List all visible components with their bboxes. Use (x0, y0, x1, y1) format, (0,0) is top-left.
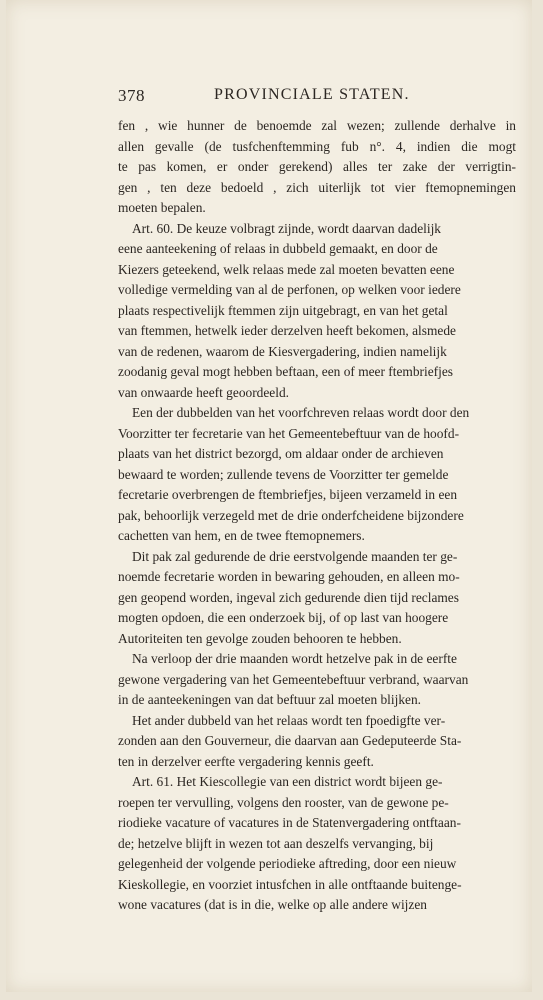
text-line: zoodanig geval mogt hebben beftaan, een of meer ftembriefjes (118, 364, 453, 379)
text-line: noemde fecretarie worden in bewaring gehouden, en alleen mo- (118, 569, 460, 584)
text-line: gelegenheid der volgende periodieke aftreding, door een nieuw (118, 856, 457, 871)
text-line: Kiezers geteekend, welk relaas mede zal moeten bevatten eene (118, 261, 455, 277)
text-line: Dit pak zal gedurende de drie eerstvolgende maanden ter ge- (132, 548, 458, 564)
text-line: Na verloop der drie maanden wordt hetzelve pak in de eerfte (132, 651, 457, 666)
text-line: roepen ter vervulling, volgens den rooster, van de gewone pe- (118, 794, 449, 810)
text-line: bewaard te worden; zullende tevens de Voorzitter ter gemelde (118, 466, 449, 482)
text-line: volledige vermelding van al de perfonen, op welken voor iedere (118, 282, 461, 297)
running-title: PROVINCIALE STATEN. (214, 86, 410, 103)
text-line: fecretarie overbrengen de ftembriefjes, bijeen verzameld in een (118, 487, 458, 502)
text-line: allen gevalle (de tusfchenftemming fub n°. 4, indien die mogt (118, 138, 516, 154)
text-line: van ftemmen, hetwelk ieder derzelven heeft bekomen, alsmede (118, 323, 456, 338)
text-line: Voorzitter ter fecretarie van het Gemeentebeftuur van de hoofd- (118, 425, 460, 441)
text-line: ten in derzelver eerfte vergadering kennis geeft. (118, 753, 374, 769)
text-line: riodieke vacature of vacatures in de Statenvergadering ontftaan- (118, 815, 461, 830)
text-line: van onwaarde heeft geoordeeld. (118, 384, 290, 400)
text-line: de; hetzelve blijft in wezen tot aan deszelfs vervanging, bij (118, 835, 434, 851)
text-line: plaats respectivelijk ftemmen zijn uitgebragt, en van het getal (118, 302, 448, 318)
text-line: te pas komen, er onder gerekend) alles ter zake der verrigtin- (118, 159, 516, 174)
text-line: Het ander dubbeld van het relaas wordt ten fpoedigfte ver- (132, 712, 446, 728)
text-line: Autoriteiten ten gevolge zouden behooren te hebben. (118, 630, 402, 646)
text-line: eene aanteekening of relaas in dubbeld gemaakt, en door de (118, 241, 438, 256)
page-number: 378 (118, 86, 145, 105)
text-line: zonden aan den Gouverneur, die daarvan aan Gedeputeerde Sta- (118, 733, 462, 748)
text-line: gewone vergadering van het Gemeentebeftuur verbrand, waarvan (118, 671, 469, 687)
text-line: Een der dubbelden van het voorfchreven relaas wordt door den (132, 405, 470, 420)
running-header (118, 86, 516, 108)
text-line: wone vacatures (dat is in die, welke op alle andere wijzen (118, 897, 427, 912)
text-line: cachetten van hem, en de twee ftemopnemers. (118, 528, 365, 543)
text-line: mogten opdoen, die een onderzoek bij, of op last van hoogere (118, 610, 449, 625)
text-line: Art. 61. Het Kiescollegie van een district wordt bijeen ge- (132, 774, 443, 789)
text-line: fen , wie hunner de benoemde zal wezen; zullende derhalve in (118, 118, 516, 133)
text-line: Kieskollegie, en voorziet intusfchen in alle ontftaande buitenge- (118, 876, 462, 892)
text-line: in de aanteekeningen van dat beftuur zal moeten blijken. (118, 692, 422, 707)
text-line: plaats van het district bezorgd, om aldaar onder de archieven (118, 446, 444, 461)
text-line: gen geopend worden, ingeval zich gedurende dien tijd reclames (118, 589, 459, 605)
text-line: moeten bepalen. (118, 200, 206, 215)
text-line: Art. 60. De keuze volbragt zijnde, wordt daarvan dadelijk (132, 220, 441, 236)
body-text (118, 116, 516, 916)
text-line: gen , ten deze bedoeld , zich uiterlijk tot vier ftemopnemingen (118, 179, 516, 195)
text-line: pak, behoorlijk verzegeld met de drie onderfcheidene bijzondere (118, 507, 464, 523)
text-line: van de redenen, waarom de Kiesvergadering, indien namelijk (118, 343, 447, 359)
